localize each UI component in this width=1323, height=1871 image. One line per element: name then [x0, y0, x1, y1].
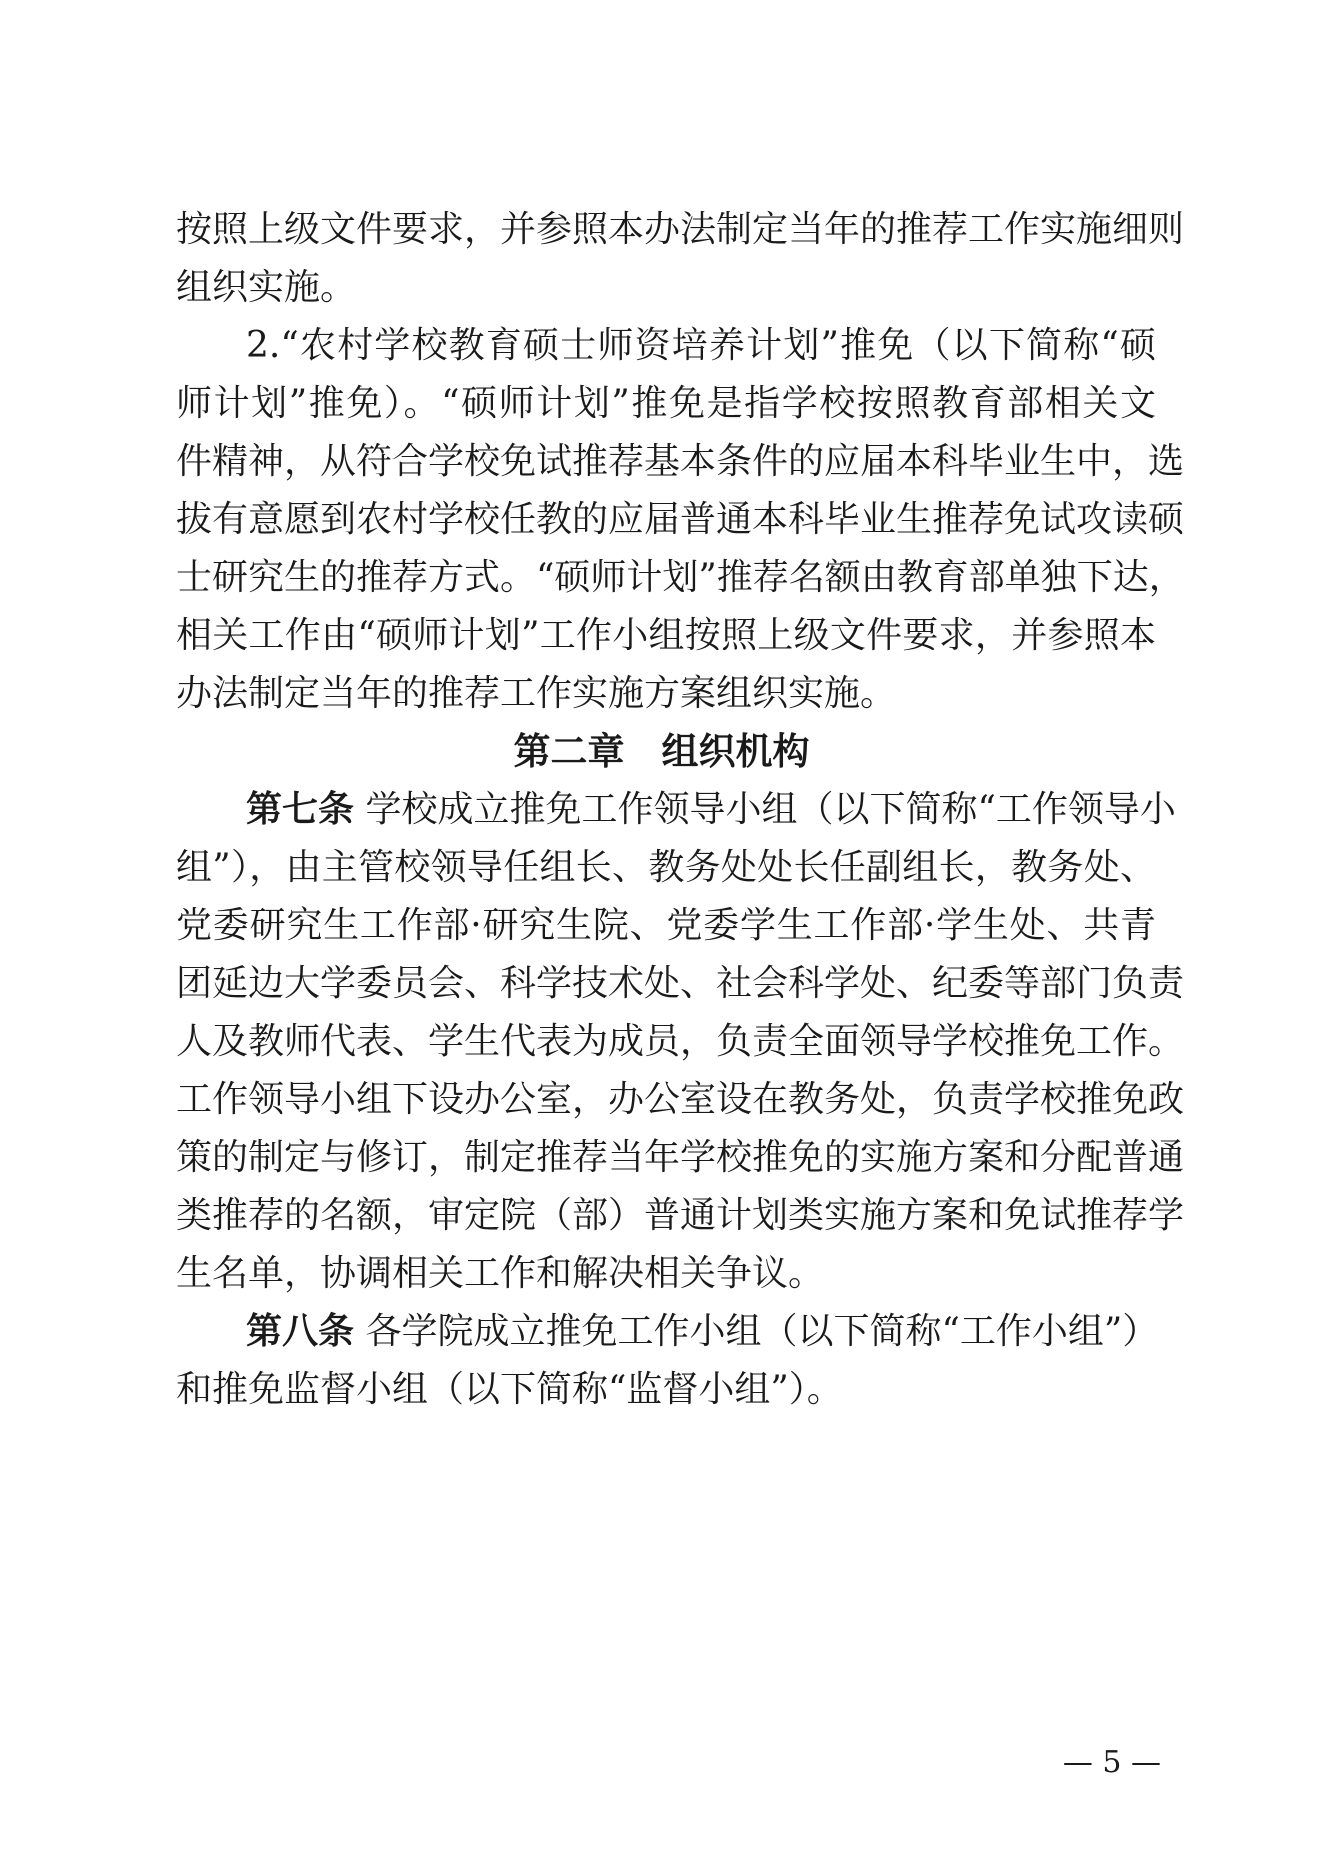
chapter-heading: 第二章 组织机构 [513, 730, 810, 773]
paragraph-line: 组”），由主管校领导任组长、教务处处长任副组长，教务处、 [176, 847, 1156, 888]
article-8-text: 各学院成立推免工作小组（以下简称“工作小组”） [365, 1311, 1159, 1352]
article-7-text: 学校成立推免工作领导小组（以下简称“工作领导小 [365, 789, 1176, 830]
paragraph-line: 士研究生的推荐方式。“硕师计划”推荐名额由教育部单独下达， [176, 557, 1185, 598]
paragraph-line: 工作领导小组下设办公室，办公室设在教务处，负责学校推免政 [176, 1079, 1185, 1120]
article-8-first-line [246, 1310, 1159, 1354]
article-7-label: 第七条 [246, 789, 355, 830]
article-7-first-line [246, 788, 1176, 832]
paragraph-line: 件精神，从符合学校免试推荐基本条件的应届本科毕业生中，选 [176, 441, 1185, 482]
page-number: — 5 — [1062, 1745, 1161, 1780]
paragraph-line: 和推免监督小组（以下简称“监督小组”）。 [176, 1369, 843, 1410]
paragraph-line: 人及教师代表、学生代表为成员，负责全面领导学校推免工作。 [176, 1021, 1185, 1062]
paragraph-line: 按照上级文件要求，并参照本办法制定当年的推荐工作实施细则 [176, 209, 1185, 250]
paragraph-line: 团延边大学委员会、科学技术处、社会科学处、纪委等部门负责 [176, 963, 1185, 1004]
paragraph-line: 组织实施。 [176, 267, 357, 308]
paragraph-line: 办法制定当年的推荐工作实施方案组织实施。 [176, 673, 897, 714]
paragraph-line: 类推荐的名额，审定院（部）普通计划类实施方案和免试推荐学 [176, 1195, 1185, 1236]
paragraph-line: 拔有意愿到农村学校任教的应届普通本科毕业生推荐免试攻读硕 [176, 499, 1185, 540]
paragraph-line: 相关工作由“硕师计划”工作小组按照上级文件要求，并参照本 [176, 615, 1156, 656]
paragraph-line: 2.“农村学校教育硕士师资培养计划”推免（以下简称“硕 [246, 325, 1156, 366]
article-8-label: 第八条 [246, 1311, 355, 1352]
paragraph-line: 策的制定与修订，制定推荐当年学校推免的实施方案和分配普通 [176, 1137, 1185, 1178]
paragraph-line: 师计划”推免）。“硕师计划”推免是指学校按照教育部相关文 [176, 383, 1156, 424]
paragraph-line: 生名单，协调相关工作和解决相关争议。 [176, 1253, 825, 1294]
paragraph-line: 党委研究生工作部·研究生院、党委学生工作部·学生处、共青 [176, 905, 1156, 946]
